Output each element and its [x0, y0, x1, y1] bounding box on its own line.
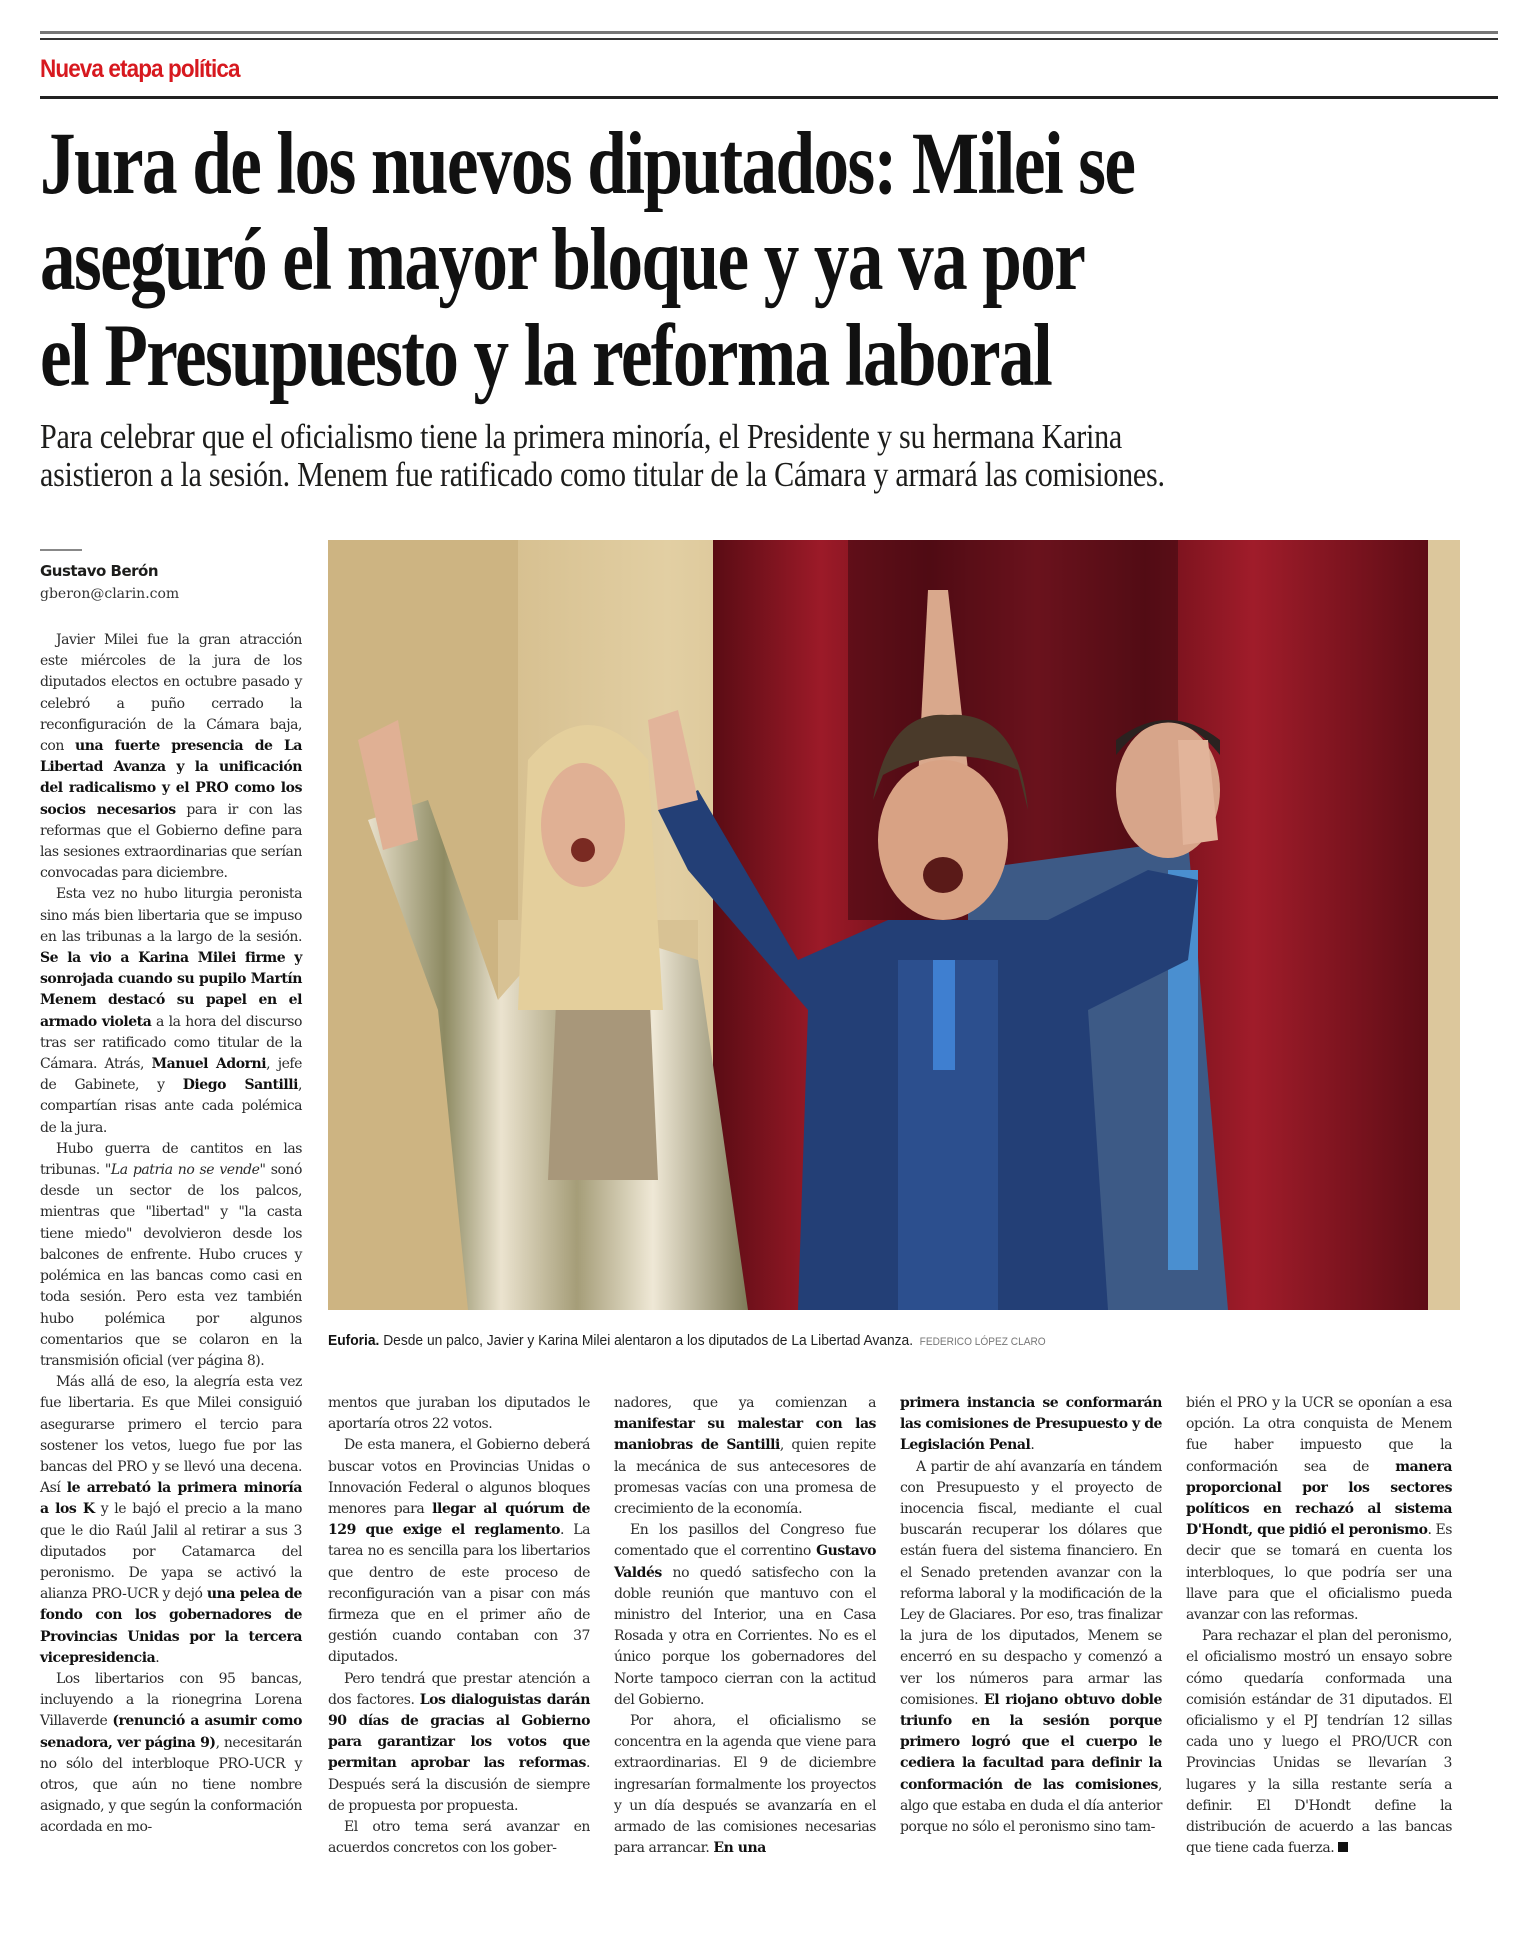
body-text: a la hora del discurso tras ser ratificado como titular de la Cámara. Atrás,	[40, 1013, 302, 1073]
bold-text: El riojano obtuvo doble triunfo en la sesión porque primero logró que el cuerpo le cediera la facultad para definir la conformación de las comisiones	[900, 1691, 1162, 1793]
body-text: sonó desde un sector de los palcos, mientras que "libertad" y "la casta tiene miedo" devolvieron desde los balcones de enfrente. Hubo cruces y polémica en las bancas como casi en toda sesión. Pero esta vez también hubo polémica por algunos comentarios que se colaron en la transmisión oficial (ver página 8).	[40, 1162, 302, 1369]
body-text: , jefe de Gabinete, y	[40, 1056, 302, 1094]
body-paragraph	[40, 1139, 302, 1372]
milei-face	[878, 760, 1008, 920]
body-text: A partir de ahí avanzaría en tándem con Presupuesto y el proyecto de inocencia fiscal, mediante el cual buscarán recuperar los dólares que están fuera del sistema financiero. En el Senado pretenden avanzar con la reforma laboral y la modificación de la Ley de Glaciares. Por eso, tras finalizar la jura de los diputados, Menem se encerró en su despacho y comenzó a ver los números para armar las comisiones.	[900, 1458, 1162, 1708]
top-rule-thin	[40, 38, 1498, 40]
body-paragraph	[40, 630, 302, 884]
body-paragraph	[328, 1393, 590, 1435]
caption-lead: Euforia.	[328, 1332, 380, 1349]
body-column-2	[328, 1393, 590, 1859]
body-text: , quien repite la mecánica de sus antecesores de promesas vacías con una promesa de crecimiento de la economía.	[614, 1437, 877, 1518]
body-text: . Después será la discusión de siempre de propuesta por propuesta.	[328, 1755, 590, 1814]
top-rule-thick	[40, 31, 1498, 34]
milei-tie	[933, 960, 955, 1070]
bold-text: En una	[713, 1840, 766, 1857]
photo-caption	[328, 1332, 1369, 1349]
deck-subheadline	[40, 418, 1500, 494]
body-text: Pero tendrá que prestar atención a dos factores.	[328, 1670, 590, 1708]
body-text: , necesitarán no sólo del interbloque PRO-UCR y otros, que aún no tiene nombre asignado, y que según la conformación acordada en mo-	[40, 1734, 302, 1836]
right-pillar	[1428, 540, 1460, 1310]
bold-text: Gustavo Valdés	[614, 1543, 876, 1581]
body-text: no quedó satisfecho con la doble reunión que mantuvo con el ministro del Interior, una en Casa Rosada y otra en Corrientes. No es el único porque los gobernadores del Norte tampoco cierran con la actitud del Gobierno.	[614, 1564, 876, 1708]
kicker-rule	[40, 96, 1498, 99]
body-paragraph	[1186, 1626, 1452, 1859]
headline-line: aseguró el mayor bloque y ya va por	[40, 211, 1085, 309]
deck-line: asistieron a la sesión. Menem fue ratificado como titular de la Cámara y armará las comisiones.	[40, 455, 1165, 494]
bold-text: le arrebató la primera minoría a los K	[40, 1480, 302, 1518]
body-text: Para rechazar el plan del peronismo, el oficialismo mostró un ensayo sobre cómo quedaría conformada una comisión estándar de 31 diputados. El oficialismo y el PJ tendrían 12 sillas cada uno y luego el PRO/UCR con Provincias Unidas se llevarían 3 lugares y la silla restante sería a definir. El D'Hondt define la distribución de acuerdo a las bancas que tiene cada fuerza.	[1186, 1628, 1452, 1857]
woman-face	[541, 763, 625, 887]
body-text: En los pasillos del Congreso fue comentado que el correntino	[614, 1522, 876, 1560]
body-paragraph	[40, 1372, 302, 1669]
body-paragraph	[40, 1669, 302, 1839]
body-column-5	[1186, 1393, 1452, 1859]
bold-text: Diego Santilli	[182, 1077, 298, 1094]
body-paragraph	[328, 1669, 590, 1817]
body-text: . La tarea no es sencilla para los libertarios que dentro de este proceso de reconfiguración van a pisar con más firmeza que en el primer año de gestión cuando contaban con 37 diputados.	[328, 1522, 591, 1666]
deck-line: Para celebrar que el oficialismo tiene la primera minoría, el Presidente y su hermana Karina	[40, 417, 1122, 456]
bold-text: una fuerte presencia de La Libertad Avanza y la unificación del radicalismo y el PRO como los socios necesarios	[40, 738, 303, 818]
body-text: mentos que juraban los diputados le aportaría otros 22 votos.	[328, 1395, 590, 1433]
body-text: Hubo guerra de cantitos en las tribunas.	[40, 1140, 302, 1179]
bold-text: Se la vio a Karina Milei firme y sonrojada cuando su pupilo Martín Menem destacó su papel en el armado violeta	[40, 950, 302, 1030]
woman-mouth	[571, 838, 595, 862]
end-of-article-mark	[1338, 1842, 1348, 1852]
body-text: nadores, que ya comienzan a	[614, 1395, 876, 1411]
bold-text: primera instancia se conformarán las comisiones de Presupuesto y de Legislación Penal	[900, 1395, 1162, 1454]
body-paragraph	[614, 1520, 876, 1711]
byline-rule	[40, 549, 82, 551]
body-text: Más allá de eso, la alegría esta vez fue libertaria. Es que Milei consiguió asegurarse primero el tercio para sostener los vetos, luego fue por las bancas del PRO y se llevó una decena. Así	[40, 1374, 302, 1497]
bold-text: manifestar su malestar con las maniobras de Santilli	[614, 1416, 876, 1454]
body-paragraph	[900, 1457, 1162, 1839]
body-text: bién el PRO y la UCR se oponían a esa opción. La otra conquista de Menem fue haber impuesto que la conformación sea de	[1186, 1395, 1452, 1475]
body-text: , algo que estaba en duda el día anterior porque no sólo el peronismo sino tam-	[900, 1776, 1162, 1836]
photo-illustration	[328, 540, 1460, 1310]
body-text: Javier Milei fue la gran atracción este miércoles de la jura de los diputados electos en octubre pasado y celebró a puño cerrado la reconfiguración de la Cámara baja, con	[40, 632, 302, 755]
body-text: El otro tema será avanzar en acuerdos concretos con los gober-	[328, 1819, 590, 1857]
body-paragraph	[40, 884, 302, 1138]
bold-text: llegar al quórum de 129 que exige el reglamento	[328, 1501, 590, 1539]
body-text: y le bajó el precio a la mano que le dio Raúl Jalil al retirar a sus 3 diputados por Catamarca del peronismo. De yapa se activó la alianza PRO-UCR y dejó	[40, 1501, 302, 1603]
headline-line: el Presupuesto y la reforma laboral	[40, 307, 1052, 405]
body-paragraph	[328, 1435, 590, 1668]
photo-credit: FEDERICO LÓPEZ CLARO	[919, 1336, 1046, 1348]
body-column-1	[40, 630, 302, 1839]
body-text: Por ahora, el oficialismo se concentra en la agenda que viene para extraordinarias. El 9 de diciembre ingresarían formalmente los proyectos y un día después se avanzaría en el armado de las comisiones necesarias para arrancar.	[614, 1713, 876, 1857]
body-text: Los libertarios con 95 bancas, incluyendo a la rionegrina Lorena Villaverde	[40, 1670, 302, 1730]
body-text: Esta vez no hubo liturgia peronista sino más bien libertaria que se impuso en las tribunas a la largo de la sesión.	[40, 886, 302, 945]
body-paragraph	[614, 1393, 876, 1520]
bold-text: manera proporcional por los sectores políticos en rechazó al sistema D'Hondt, que pidió el peronismo	[1186, 1458, 1452, 1539]
italic-quote: "La patria no se vende"	[104, 1162, 266, 1179]
section-kicker: Nueva etapa política	[40, 55, 240, 83]
headline-line: Jura de los nuevos diputados: Milei se	[40, 115, 1135, 213]
milei-mouth	[923, 857, 963, 893]
body-text: .	[1030, 1437, 1035, 1454]
body-text: . Es decir que se tomará en cuenta los interbloques, lo que podría ser una llave para que el oficialismo pueda avanzar con las reformas.	[1186, 1522, 1452, 1624]
body-paragraph	[614, 1711, 876, 1859]
headline	[40, 116, 1500, 404]
bold-text: Los dialoguistas darán 90 días de gracias al Gobierno para garantizar los votos que permitan aprobar las reformas	[328, 1691, 591, 1772]
bold-text: Manuel Adorni	[151, 1056, 267, 1073]
bold-text: (renunció a asumir como senadora, ver página 9)	[40, 1713, 303, 1751]
author-name: Gustavo Berón	[40, 562, 159, 580]
body-text: De esta manera, el Gobierno deberá buscar votos en Provincias Unidas o Innovación Federal o algunos bloques menores para	[328, 1437, 590, 1518]
body-column-3	[614, 1393, 876, 1859]
body-text: para ir con las reformas que el Gobierno define para las sesiones extraordinarias que serían convocadas para diciembre.	[40, 801, 302, 882]
body-column-4	[900, 1393, 1162, 1838]
body-paragraph	[1186, 1393, 1452, 1626]
caption-text: Desde un palco, Javier y Karina Milei alentaron a los diputados de La Libertad Avanza.	[383, 1332, 914, 1349]
body-paragraph	[328, 1817, 590, 1859]
lead-photo	[328, 540, 1460, 1310]
body-paragraph	[900, 1393, 1162, 1457]
body-text: .	[155, 1649, 160, 1666]
bold-text: una pelea de fondo con los gobernadores de Provincias Unidas por la tercera vicepresidencia	[40, 1586, 303, 1666]
author-email-link[interactable]: gberon@clarin.com	[40, 586, 180, 602]
body-text: , compartían risas ante cada polémica de la jura.	[40, 1077, 303, 1136]
